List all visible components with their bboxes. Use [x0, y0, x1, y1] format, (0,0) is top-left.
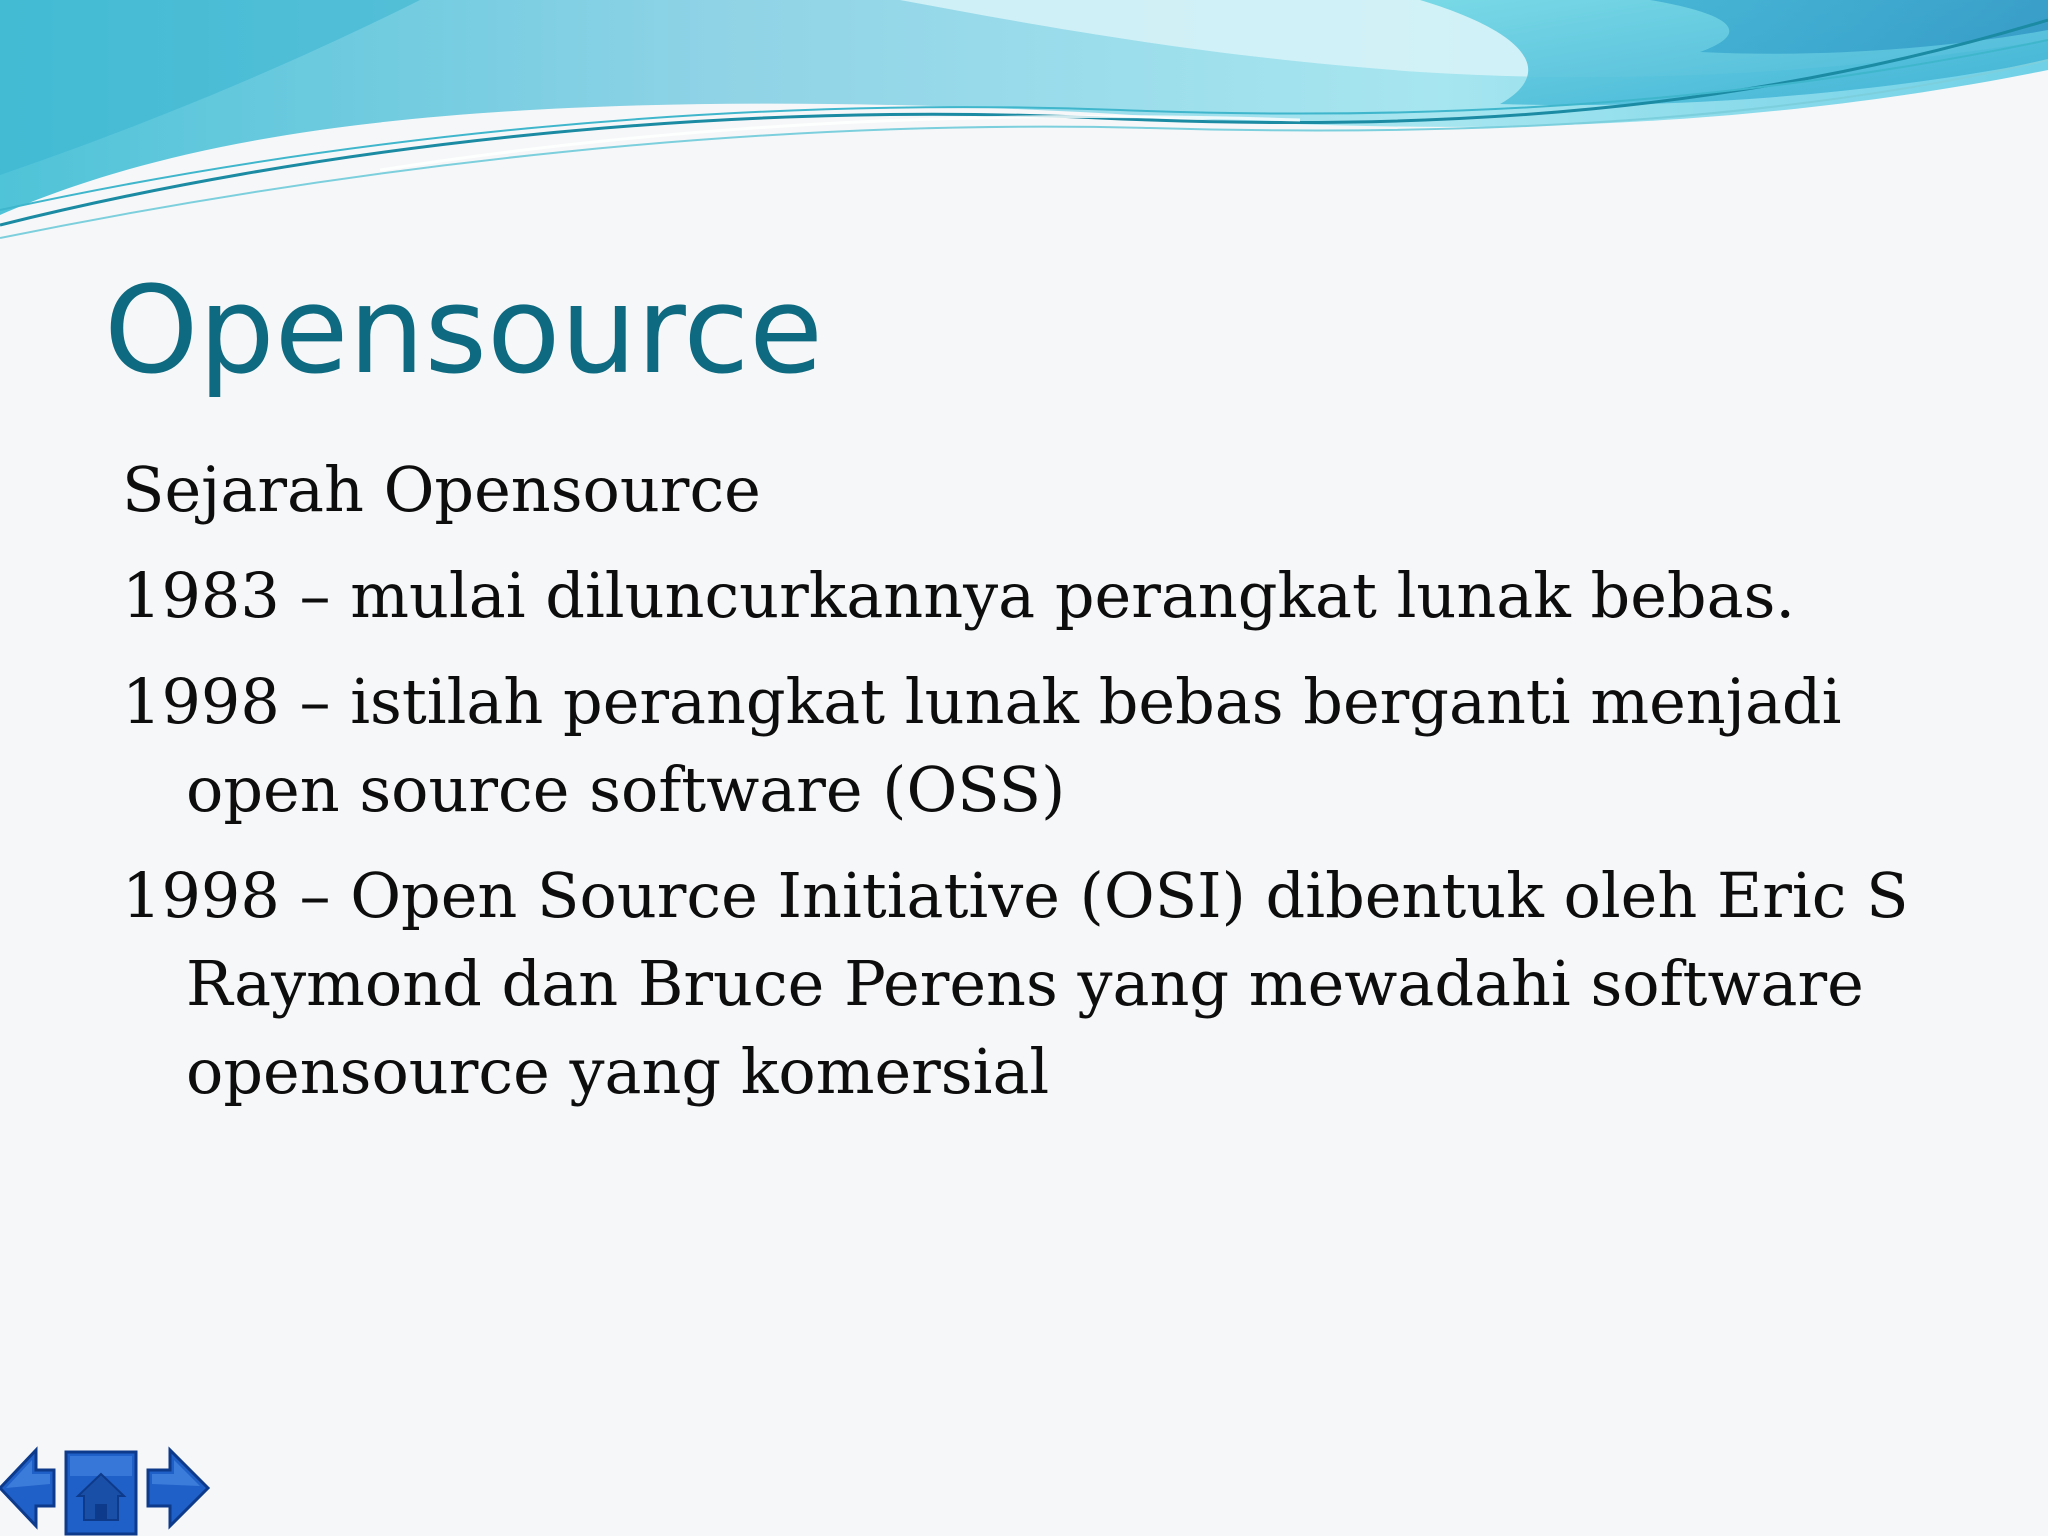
slide-navigation: [0, 1440, 210, 1536]
previous-slide-button[interactable]: [0, 1440, 56, 1536]
slide-title: Opensource: [104, 262, 824, 401]
body-paragraph-1998-osi: 1998 – Open Source Initiative (OSI) dibentuk oleh Eric S Raymond dan Bruce Perens yang mewadahi software opensource yang komersial: [122, 859, 1909, 1108]
arrow-right-icon: [146, 1440, 210, 1536]
body-paragraph-1998-oss: 1998 – istilah perangkat lunak bebas berganti menjadi open source software (OSS): [122, 665, 1842, 826]
next-slide-button[interactable]: [146, 1440, 210, 1536]
arrow-left-icon: [0, 1440, 56, 1536]
slide-body: [122, 446, 1982, 1134]
wave-header-decoration: [0, 0, 2048, 240]
body-paragraph-heading: Sejarah Opensource: [122, 453, 761, 526]
body-paragraph-1983: 1983 – mulai diluncurkannya perangkat lunak bebas.: [122, 559, 1796, 632]
home-icon: [64, 1448, 138, 1536]
home-button[interactable]: [64, 1448, 138, 1536]
